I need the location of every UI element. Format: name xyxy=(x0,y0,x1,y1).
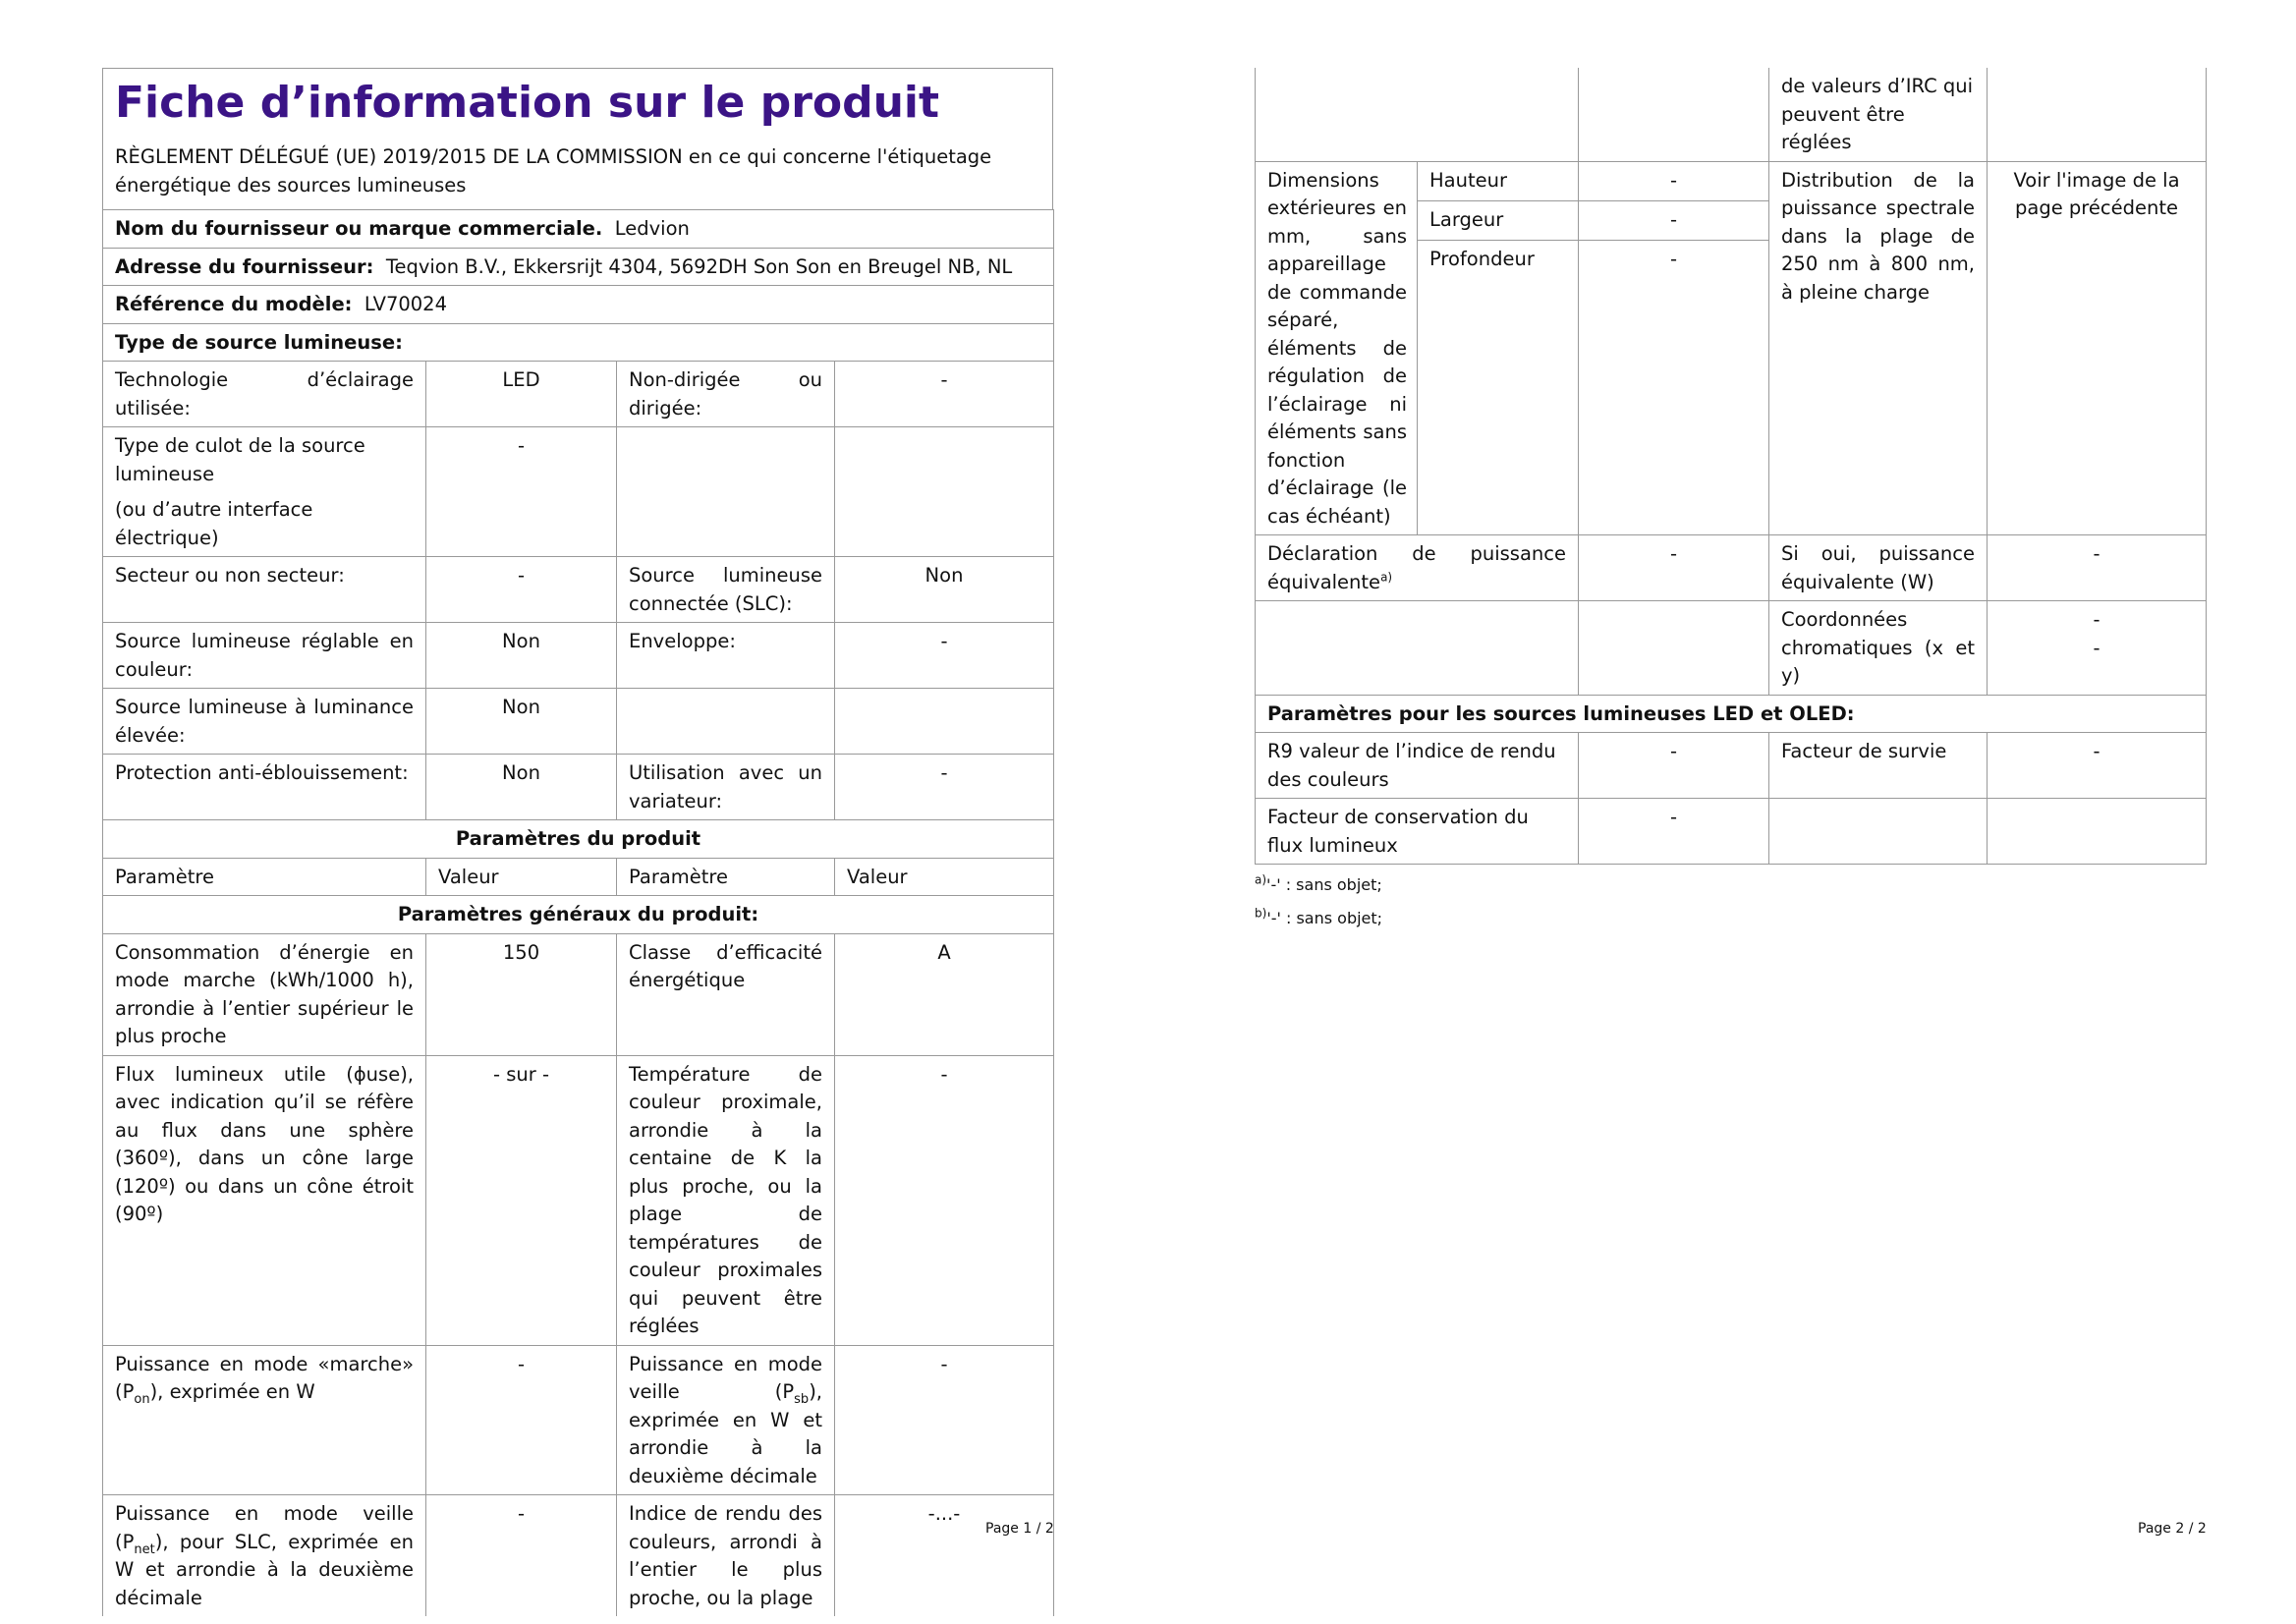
row-label2 xyxy=(617,427,835,557)
table-row xyxy=(103,1345,1054,1495)
continued-row xyxy=(1256,68,2207,161)
table-row xyxy=(103,933,1054,1055)
footnote xyxy=(1255,868,2206,902)
empty-cell xyxy=(1256,68,1579,161)
row-value: LED xyxy=(426,362,617,427)
section-title-product-params: Paramètres du produit xyxy=(103,820,1054,859)
footnote-mark: b) xyxy=(1255,906,1267,921)
equivalent-power-value: - xyxy=(1579,535,1769,601)
row-label: Flux lumineux utile (ɸuse), avec indication qu’il se réfère au flux dans une sphère (360º), dans un cône large (120º) ou dans un cône étroit (90º) xyxy=(103,1055,426,1345)
label-subscript: on xyxy=(134,1391,150,1407)
row-value2 xyxy=(835,427,1054,557)
led-section-title: Paramètres pour les sources lumineuses LED et OLED: xyxy=(1256,695,2207,733)
supplier-address-value: Teqvion B.V., Ekkersrijt 4304, 5692DH Son Son en Breugel NB, NL xyxy=(385,254,1013,278)
empty-cell xyxy=(1988,68,2207,161)
document-title: Fiche d’information sur le produit xyxy=(115,78,940,128)
row-value: 150 xyxy=(426,933,617,1055)
footnote-text: '-' : sans objet; xyxy=(1266,875,1382,894)
column-header-row xyxy=(103,858,1054,896)
page-2 xyxy=(1255,68,2206,935)
table-row xyxy=(103,689,1054,755)
table-row xyxy=(103,755,1054,820)
label-text: Puissance en mode «marche» (P xyxy=(115,1352,414,1403)
supplier-address-label: Adresse du fournisseur: xyxy=(115,254,374,278)
table-row xyxy=(1256,535,2207,601)
row-label2: Facteur de survie xyxy=(1769,733,1988,799)
row-label2: Enveloppe: xyxy=(617,623,835,689)
row-label2: Utilisation avec un variateur: xyxy=(617,755,835,820)
label2-text-end: ), exprimée en W et arrondie à la deuxième décimale xyxy=(629,1380,822,1487)
row-label: Secteur ou non secteur: xyxy=(103,557,426,623)
row-value2: - xyxy=(1988,733,2207,799)
page-number-2: Page 2 / 2 xyxy=(2138,1521,2207,1537)
row-label: Protection anti-éblouissement: xyxy=(103,755,426,820)
dimension-value: - xyxy=(1579,241,1769,535)
chromaticity-value xyxy=(1988,601,2207,696)
row-value: - xyxy=(426,557,617,623)
supplier-name-label: Nom du fournisseur ou marque commerciale. xyxy=(115,217,603,240)
table-row xyxy=(103,557,1054,623)
row-label-extra: (ou d’autre interface électrique) xyxy=(115,498,313,549)
label2-subscript: sb xyxy=(794,1391,810,1407)
product-info-table-continued xyxy=(1255,68,2207,865)
row-value: Non xyxy=(426,689,617,755)
chromaticity-y: - xyxy=(2093,636,2100,659)
dimension-row xyxy=(1256,161,2207,200)
supplier-name-row xyxy=(103,210,1054,249)
footnotes xyxy=(1255,868,2206,935)
row-label2: Non-dirigée ou dirigée: xyxy=(617,362,835,427)
row-value: Non xyxy=(426,623,617,689)
page-number-1: Page 1 / 2 xyxy=(985,1521,1054,1537)
light-source-type-label: Type de source lumineuse: xyxy=(115,330,403,354)
supplier-name-value: Ledvion xyxy=(614,217,690,240)
row-label xyxy=(103,1345,426,1495)
row-value2: Non xyxy=(835,557,1054,623)
row-value: Non xyxy=(426,755,617,820)
footnote xyxy=(1255,902,2206,935)
label-text-end: ), pour SLC, exprimée en W et arrondie à la deuxième décimale xyxy=(115,1530,414,1609)
spectral-distribution-label: Distribution de la puissance spectrale dans la plage de 250 nm à 800 nm, à pleine charge xyxy=(1769,161,1988,535)
continued-label: de valeurs d’IRC qui peuvent être réglées xyxy=(1769,68,1988,161)
spectral-distribution-value: Voir l'image de la page précédente xyxy=(1988,161,2207,535)
row-value: - xyxy=(426,1345,617,1495)
row-value2: - xyxy=(835,1055,1054,1345)
product-info-table xyxy=(102,209,1054,1616)
table-row xyxy=(1256,733,2207,799)
supplier-address-row xyxy=(103,248,1054,286)
label-text-end: ), exprimée en W xyxy=(149,1380,315,1403)
model-reference-label: Référence du modèle: xyxy=(115,293,353,315)
model-reference-row xyxy=(103,286,1054,324)
row-value2: - xyxy=(835,362,1054,427)
row-label: Source lumineuse réglable en couleur: xyxy=(103,623,426,689)
dimension-value: - xyxy=(1579,161,1769,200)
chromaticity-label: Coordonnées chromatiques (x et y) xyxy=(1769,601,1988,696)
document-header xyxy=(102,68,1053,209)
row-label: Consommation d’énergie en mode marche (kWh/1000 h), arrondie à l’entier supérieur le plus proche xyxy=(103,933,426,1055)
label-text: Déclaration de puissance équivalente xyxy=(1267,542,1566,593)
section-title-general-params: Paramètres généraux du produit: xyxy=(103,896,1054,934)
row-value: - sur - xyxy=(426,1055,617,1345)
dimension-name: Profondeur xyxy=(1418,241,1579,535)
dimension-name: Largeur xyxy=(1418,200,1579,240)
row-value2 xyxy=(835,689,1054,755)
regulation-subtitle: RÈGLEMENT DÉLÉGUÉ (UE) 2019/2015 DE LA COMMISSION en ce qui concerne l'étiquetage énergétique des sources lumineuses xyxy=(115,145,992,196)
row-value2: - xyxy=(835,755,1054,820)
table-row xyxy=(103,1495,1054,1617)
row-label: Facteur de conservation du flux lumineux xyxy=(1256,799,1579,865)
equivalent-watts-value: - xyxy=(1988,535,2207,601)
section-header-row xyxy=(103,896,1054,934)
table-row xyxy=(1256,601,2207,696)
row-label-main: Type de culot de la source lumineuse xyxy=(115,434,365,485)
row-label2: Classe d’efficacité énergétique xyxy=(617,933,835,1055)
footnote-mark: a) xyxy=(1380,570,1393,584)
row-label xyxy=(103,1495,426,1617)
page-1 xyxy=(102,68,1053,1616)
row-value2: A xyxy=(835,933,1054,1055)
table-row xyxy=(103,362,1054,427)
row-label2 xyxy=(617,689,835,755)
chromaticity-x: - xyxy=(2093,608,2100,631)
row-value: - xyxy=(1579,799,1769,865)
row-value: - xyxy=(1579,733,1769,799)
equivalent-power-label xyxy=(1256,535,1579,601)
row-value2: - xyxy=(835,623,1054,689)
row-label: Technologie d’éclairage utilisée: xyxy=(103,362,426,427)
row-value2: - xyxy=(835,1345,1054,1495)
empty-cell xyxy=(1579,68,1769,161)
row-value: - xyxy=(426,1495,617,1617)
row-label2: Indice de rendu des couleurs, arrondi à l’entier le plus proche, ou la plage xyxy=(617,1495,835,1617)
dimension-name: Hauteur xyxy=(1418,161,1579,200)
footnote-text: '-' : sans objet; xyxy=(1266,909,1383,927)
label-subscript: net xyxy=(134,1541,155,1557)
column-header-param: Paramètre xyxy=(103,858,426,896)
section-header-row xyxy=(103,820,1054,859)
equivalent-watts-label: Si oui, puissance équivalente (W) xyxy=(1769,535,1988,601)
row-label: R9 valeur de l’indice de rendu des couleurs xyxy=(1256,733,1579,799)
label2-text: Puissance en mode veille (P xyxy=(629,1352,822,1403)
row-label2 xyxy=(617,1345,835,1495)
row-label xyxy=(103,427,426,557)
empty-cell xyxy=(1579,601,1769,696)
label-text: Puissance en mode veille (P xyxy=(115,1502,414,1553)
column-header-value: Valeur xyxy=(426,858,617,896)
dimensions-label: Dimensions extérieures en mm, sans appareillage de commande séparé, éléments de régulation de l’éclairage ni éléments sans fonction d’éclairage (le cas échéant) xyxy=(1256,161,1418,535)
row-label2 xyxy=(1769,799,1988,865)
light-source-type-row xyxy=(103,323,1054,362)
row-label2: Source lumineuse connectée (SLC): xyxy=(617,557,835,623)
table-row xyxy=(103,427,1054,557)
empty-cell xyxy=(1256,601,1579,696)
section-header-row xyxy=(1256,695,2207,733)
column-header-param2: Paramètre xyxy=(617,858,835,896)
row-label: Source lumineuse à luminance élevée: xyxy=(103,689,426,755)
row-label2: Température de couleur proximale, arrondie à la centaine de K la plus proche, ou la plage de températures de couleur proximales qui peuvent être réglées xyxy=(617,1055,835,1345)
row-value2 xyxy=(1988,799,2207,865)
table-row xyxy=(103,1055,1054,1345)
table-row xyxy=(103,623,1054,689)
table-row xyxy=(1256,799,2207,865)
footnote-mark: a) xyxy=(1255,872,1267,887)
row-value2: -...- xyxy=(835,1495,1054,1617)
dimension-value: - xyxy=(1579,200,1769,240)
column-header-value2: Valeur xyxy=(835,858,1054,896)
model-reference-value: LV70024 xyxy=(364,293,447,315)
row-value: - xyxy=(426,427,617,557)
